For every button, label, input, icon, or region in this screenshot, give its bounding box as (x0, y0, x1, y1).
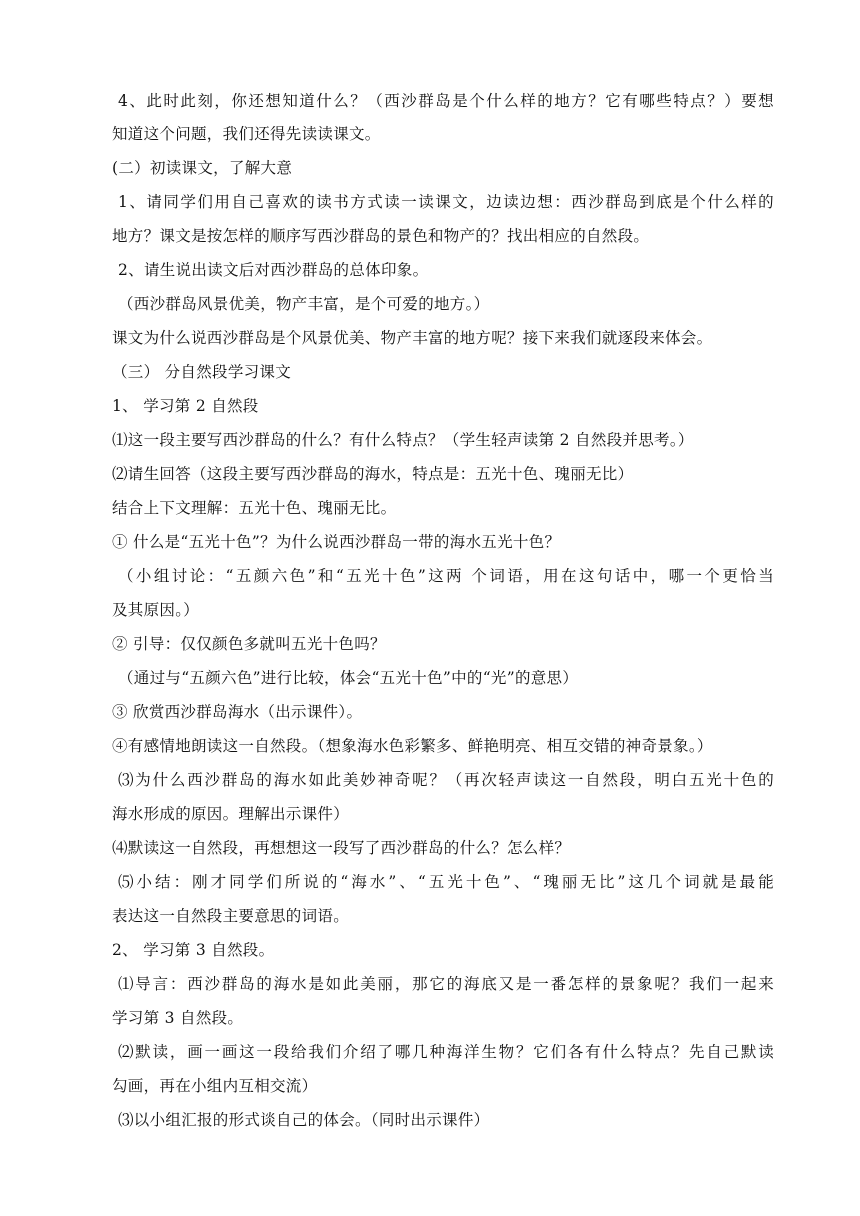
text-line: ② 引导：仅仅颜色多就叫五光十色吗？ (112, 635, 386, 653)
text-line: ⑵请生回答（这段主要写西沙群岛的海水，特点是：五光十色、瑰丽无比） (112, 465, 634, 483)
section-heading: （三） 分自然段学习课文 (112, 363, 292, 381)
text-line: 1、请同学们用自己喜欢的读书方式读一读课文，边读边想：西沙群岛到底是个什么样的 (118, 193, 774, 211)
text-line: 地方？课文是按怎样的顺序写西沙群岛的景色和物产的？找出相应的自然段。 (112, 227, 650, 245)
text-line: 表达这一自然段主要意思的词语。 (112, 907, 350, 925)
text-line: 知道这个问题，我们还得先读读课文。 (112, 125, 381, 143)
text-line: （通过与“五颜六色”进行比较，体会“五光十色”中的“光”的意思） (118, 669, 579, 687)
text-line: 课文为什么说西沙群岛是个风景优美、物产丰富的地方呢？接下来我们就逐段来体会。 (112, 329, 713, 347)
text-line: ⑵默读，画一画这一段给我们介绍了哪几种海洋生物？它们各有什么特点？先自己默读 (118, 1043, 774, 1061)
text-line: ⑶为什么西沙群岛的海水如此美妙神奇呢？（再次轻声读这一自然段，明白五光十色的 (118, 771, 774, 789)
section-heading: (二）初读课文，了解大意 (112, 159, 293, 177)
text-line: 学习第 3 自然段。 (112, 1009, 244, 1027)
text-line: ③ 欣赏西沙群岛海水（出示课件）。 (112, 703, 363, 721)
text-line: ④有感情地朗读这一自然段。（想象海水色彩繁多、鲜艳明亮、相互交错的神奇景象。） (112, 737, 713, 755)
text-line: 及其原因。） (112, 601, 200, 619)
text-line: 2、请生说出读文后对西沙群岛的总体印象。 (118, 261, 429, 279)
text-line: ⑴导言：西沙群岛的海水是如此美丽，那它的海底又是一番怎样的景象呢？我们一起来 (118, 975, 774, 993)
text-line: ① 什么是“五光十色”？为什么说西沙群岛一带的海水五光十色？ (112, 533, 561, 551)
text-line: （小组讨论：“五颜六色”和“五光十色”这两 个词语，用在这句话中，哪一个更恰当 (118, 567, 774, 585)
text-line: ⑴这一段主要写西沙群岛的什么？有什么特点？（学生轻声读第 2 自然段并思考。） (112, 431, 694, 449)
text-line: （西沙群岛风景优美，物产丰富，是个可爱的地方。） (118, 295, 490, 313)
text-line: 勾画，再在小组内互相交流） (112, 1077, 318, 1095)
text-line: ⑷默读这一自然段，再想想这一段写了西沙群岛的什么？怎么样？ (112, 839, 571, 857)
text-line: ⑸小结：刚才同学们所说的“海水”、“五光十色”、“瑰丽无比”这几个词就是最能 (118, 873, 774, 891)
subsection-heading: 2、 学习第 3 自然段。 (112, 941, 275, 959)
subsection-heading: 1、 学习第 2 自然段 (112, 397, 259, 415)
text-line: ⑶以小组汇报的形式谈自己的体会。（同时出示课件） (118, 1111, 490, 1129)
text-line: 结合上下文理解：五光十色、瑰丽无比。 (112, 499, 397, 517)
text-line: 海水形成的原因。理解出示课件） (112, 805, 350, 823)
text-line: 4、此时此刻，你还想知道什么？（西沙群岛是个什么样的地方？它有哪些特点？）要想 (118, 92, 774, 110)
